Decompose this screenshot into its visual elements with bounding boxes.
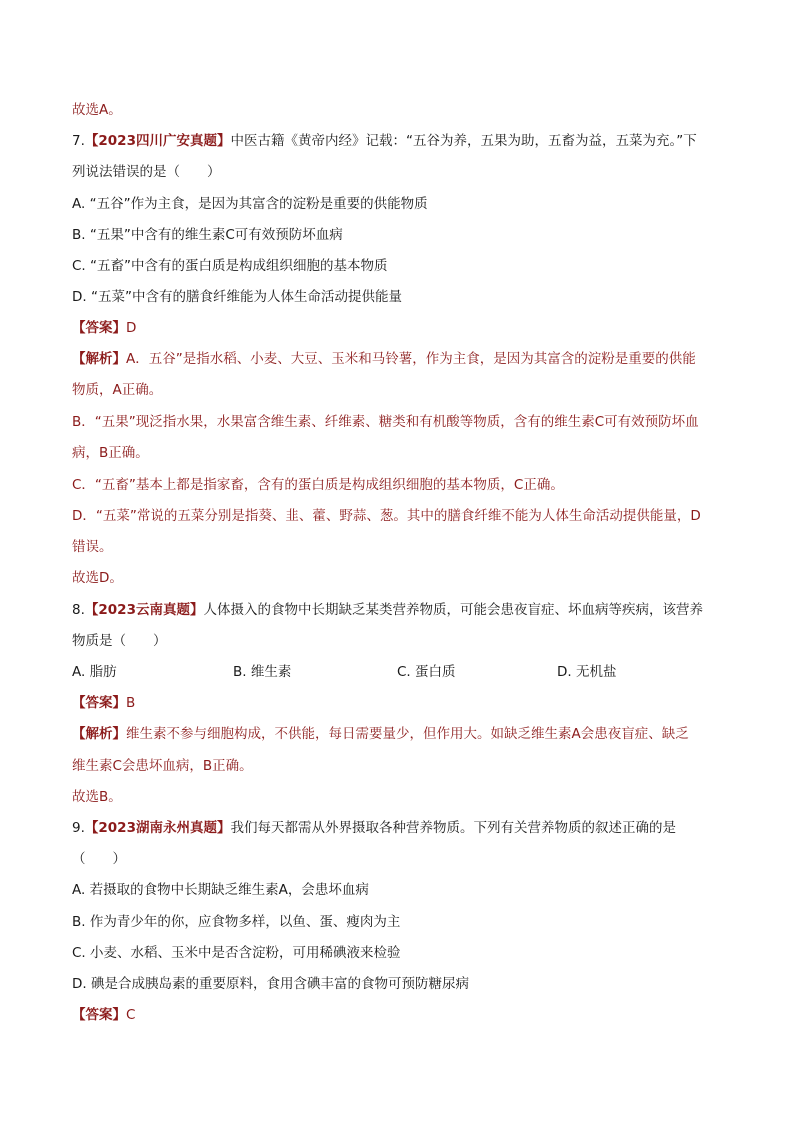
q7-analysis-text: A．五谷”是指水稻、小麦、大豆、玉米和马铃薯，作为主食，是因为其富含的淀粉是重要的供能 xyxy=(126,351,696,367)
q7-analysis-line7: 错误。 xyxy=(72,539,113,555)
q8-answer-value: B xyxy=(126,695,136,711)
q7-answer-label: 【答案】 xyxy=(72,320,126,336)
q9-answer xyxy=(72,1005,724,1025)
q9-stem-line1 xyxy=(72,818,724,838)
q9-option-d: D. 碘是合成胰岛素的重要原料，食用含碘丰富的食物可预防糖尿病 xyxy=(72,976,469,992)
q8-number: 8. xyxy=(72,602,85,618)
prev-conclusion: 故选A。 xyxy=(72,102,122,118)
q8-analysis-line2: 维生素C会患坏血病，B正确。 xyxy=(72,758,253,774)
q7-number: 7. xyxy=(72,133,85,149)
q8-conclusion: 故选B。 xyxy=(72,789,122,805)
q9-stem-line2: （ ） xyxy=(72,851,126,867)
q7-analysis-line3: B．“五果”现泛指水果，水果富含维生素、纤维素、糖类和有机酸等物质，含有的维生素C可有效预防坏血 xyxy=(72,414,699,430)
q8-stem-text: 人体摄入的食物中长期缺乏某类营养物质，可能会患夜盲症、坏血病等疾病，该营养 xyxy=(203,602,703,618)
q8-answer xyxy=(72,693,724,713)
q8-answer-label: 【答案】 xyxy=(72,695,126,711)
q7-stem-line2: 列说法错误的是（ ） xyxy=(72,164,221,180)
q7-answer xyxy=(72,318,724,338)
q7-tag: 【2023四川广安真题】 xyxy=(84,133,231,149)
q8-option-d: D. 无机盐 xyxy=(557,664,617,680)
q8-stem-line2: 物质是（ ） xyxy=(72,633,167,649)
q7-analysis-line6: D．“五菜”常说的五菜分别是指葵、韭、藿、野蒜、葱。其中的膳食纤维不能为人体生命活动提供能量，D xyxy=(72,508,701,524)
q8-analysis-line1 xyxy=(72,724,724,744)
q9-option-a: A. 若摄取的食物中长期缺乏维生素A，会患坏血病 xyxy=(72,882,369,898)
q7-stem-text: 中医古籍《黄帝内经》记载：“五谷为养，五果为助，五畜为益，五菜为充。”下 xyxy=(230,133,697,149)
q7-analysis-label: 【解析】 xyxy=(72,351,126,367)
q7-analysis-line4: 病，B正确。 xyxy=(72,445,149,461)
q7-answer-value: D xyxy=(126,320,137,336)
q7-option-c: C. “五畜”中含有的蛋白质是构成组织细胞的基本物质 xyxy=(72,258,388,274)
q9-option-b: B. 作为青少年的你，应食物多样，以鱼、蛋、瘦肉为主 xyxy=(72,914,401,930)
q7-option-a: A. “五谷”作为主食，是因为其富含的淀粉是重要的供能物质 xyxy=(72,196,428,212)
q8-tag: 【2023云南真题】 xyxy=(84,602,204,618)
q8-analysis-text: 维生素不参与细胞构成，不供能，每日需要量少，但作用大。如缺乏维生素A会患夜盲症、缺乏 xyxy=(126,726,689,742)
q8-stem-line1 xyxy=(72,600,724,620)
q8-analysis-label: 【解析】 xyxy=(72,726,126,742)
q7-option-d: D. “五菜”中含有的膳食纤维能为人体生命活动提供能量 xyxy=(72,289,402,305)
q9-tag: 【2023湖南永州真题】 xyxy=(84,820,231,836)
q9-stem-text: 我们每天都需从外界摄取各种营养物质。下列有关营养物质的叙述正确的是 xyxy=(230,820,676,836)
q9-answer-label: 【答案】 xyxy=(72,1007,126,1023)
q7-conclusion: 故选D。 xyxy=(72,570,123,586)
q7-analysis-line5: C．“五畜”基本上都是指家畜，含有的蛋白质是构成组织细胞的基本物质，C正确。 xyxy=(72,477,564,493)
q9-option-c: C. 小麦、水稻、玉米中是否含淀粉，可用稀碘液来检验 xyxy=(72,945,401,961)
q8-option-c: C. 蛋白质 xyxy=(397,664,456,680)
q7-option-b: B. “五果”中含有的维生素C可有效预防坏血病 xyxy=(72,227,343,243)
q9-number: 9. xyxy=(72,820,85,836)
q8-option-b: B. 维生素 xyxy=(233,664,292,680)
q9-answer-value: C xyxy=(126,1007,136,1023)
q8-option-a: A. 脂肪 xyxy=(72,664,117,680)
q7-stem-line1 xyxy=(72,131,724,151)
q7-analysis-line2: 物质，A正确。 xyxy=(72,382,163,398)
q7-analysis-line1 xyxy=(72,349,724,369)
